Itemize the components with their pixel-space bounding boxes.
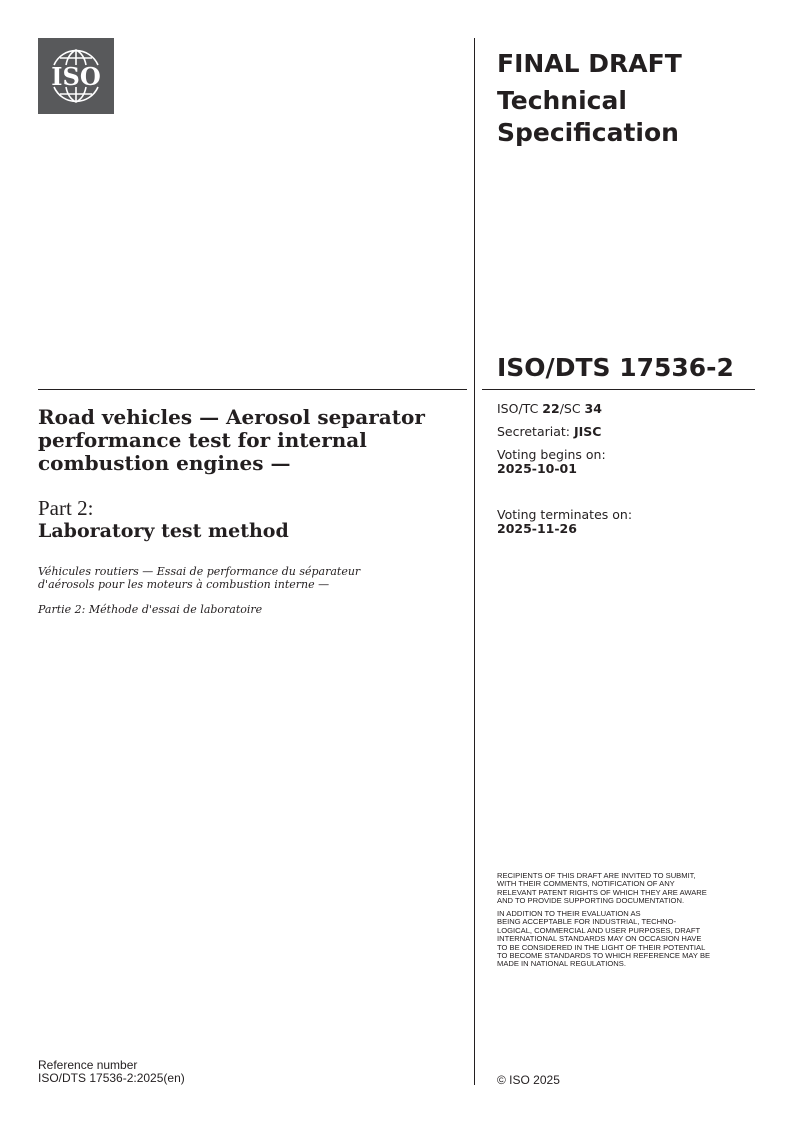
disclaimer-line: RECIPIENTS OF THIS DRAFT ARE INVITED TO SUBMIT, xyxy=(497,871,696,880)
voting-begins-label: Voting begins on: xyxy=(497,447,606,462)
svg-text:ISO: ISO xyxy=(51,62,101,91)
iso-logo xyxy=(38,38,114,114)
french-part-title: Partie 2: Méthode d'essai de laboratoire xyxy=(38,603,263,616)
document-id: ISO/DTS 17536-2 xyxy=(497,353,734,382)
disclaimer-line: IN ADDITION TO THEIR EVALUATION AS xyxy=(497,909,641,918)
disclaimer-line: RELEVANT PATENT RIGHTS OF WHICH THEY ARE AWARE xyxy=(497,887,707,897)
tc-number: 22 xyxy=(542,401,560,416)
disclaimer-line: MADE IN NATIONAL REGULATIONS. xyxy=(497,959,626,969)
sc-prefix: /SC xyxy=(559,401,585,416)
reference-label: Reference number xyxy=(38,1058,138,1072)
disclaimer-line: INTERNATIONAL STANDARDS MAY ON OCCASION HAVE xyxy=(497,934,702,944)
part-label: Part 2: xyxy=(38,496,94,520)
draft-status: FINAL DRAFT xyxy=(497,49,682,78)
sc-number: 34 xyxy=(584,401,602,416)
disclaimer-line: BEING ACCEPTABLE FOR INDUSTRIAL, TECHNO- xyxy=(497,917,677,927)
globe-icon xyxy=(38,38,114,114)
disclaimer-line: AND TO PROVIDE SUPPORTING DOCUMENTATION. xyxy=(497,896,685,906)
disclaimer-line: TO BE CONSIDERED IN THE LIGHT OF THEIR POTENTIAL xyxy=(497,942,706,952)
voting-ends-date: 2025-11-26 xyxy=(497,521,577,536)
voting-begins xyxy=(497,448,606,476)
document-title: Road vehicles — Aerosol separator performance test for internal combustion engines — xyxy=(38,405,425,475)
document-type: Technical Specification xyxy=(497,86,679,147)
part-heading xyxy=(38,497,289,543)
column-divider xyxy=(474,38,475,1085)
part-title: Laboratory test method xyxy=(38,520,289,542)
left-rule xyxy=(38,389,467,390)
reference-number xyxy=(38,1059,185,1085)
disclaimer-para-1 xyxy=(497,872,757,906)
disclaimer-para-2 xyxy=(497,910,757,969)
secretariat-label: Secretariat: xyxy=(497,424,574,439)
french-title: Véhicules routiers — Essai de performance du séparateur d'aérosols pour les moteurs à combustion interne — xyxy=(38,565,361,591)
disclaimer-line: WITH THEIR COMMENTS, NOTIFICATION OF ANY xyxy=(497,879,675,889)
disclaimer-line: LOGICAL, COMMERCIAL AND USER PURPOSES, DRAFT xyxy=(497,925,701,935)
voting-ends xyxy=(497,508,632,536)
reference-value: ISO/DTS 17536-2:2025(en) xyxy=(38,1071,185,1085)
voting-ends-label: Voting terminates on: xyxy=(497,507,633,522)
secretariat-value: JISC xyxy=(573,424,602,439)
committee xyxy=(497,402,602,416)
disclaimer-line: TO BECOME STANDARDS TO WHICH REFERENCE MAY BE xyxy=(497,951,711,961)
right-rule xyxy=(482,389,755,390)
committee-prefix: ISO/TC xyxy=(497,401,543,416)
copyright: © ISO 2025 xyxy=(497,1073,560,1087)
voting-begins-date: 2025-10-01 xyxy=(497,461,577,476)
secretariat xyxy=(497,425,601,439)
